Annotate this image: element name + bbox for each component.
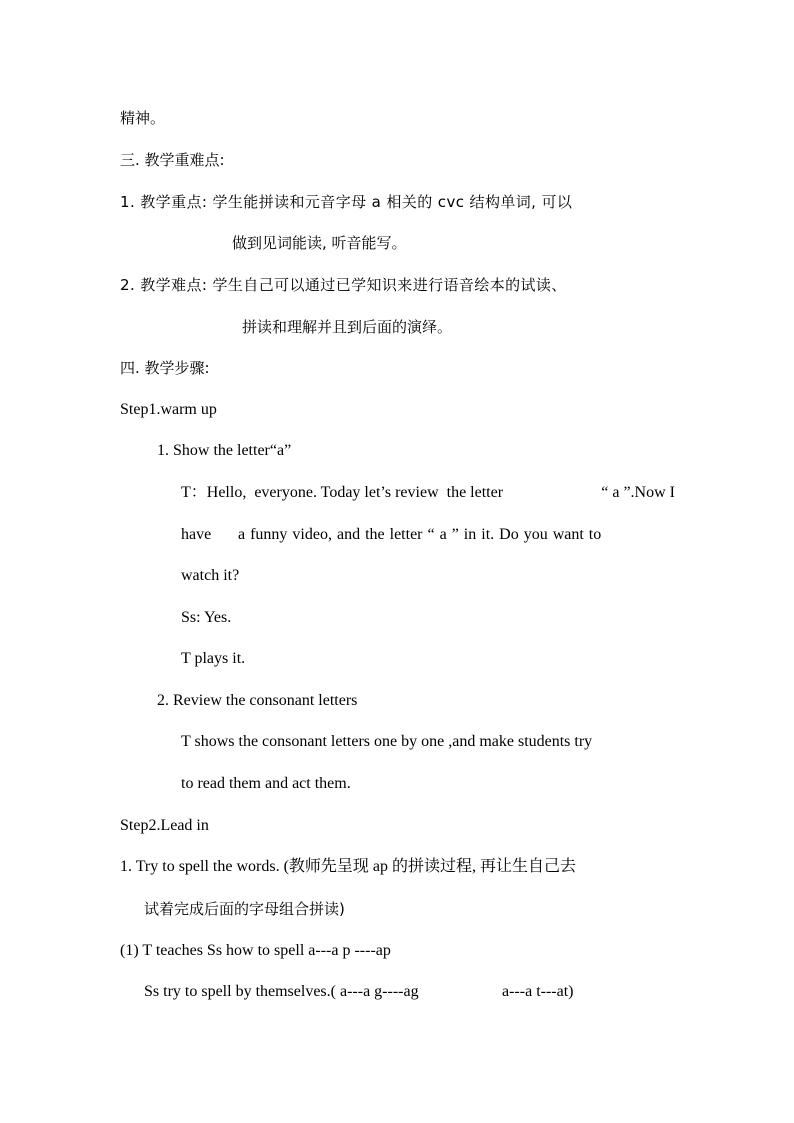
list-item-continuation: 试着完成后面的字母组合拼读) [144,900,345,918]
section-heading: 四. 教学步骤: [120,359,210,377]
step-item: 1. Show the letter“a” [157,442,292,459]
body-line: T shows the consonant letters one by one ,and make students try [181,733,593,750]
dialog-text: “ a ”.Now I [601,484,675,501]
step-item: 2. Review the consonant letters [157,692,358,709]
dialog-line: Ss: Yes. [181,609,232,626]
list-item-continuation: 拼读和理解并且到后面的演绎。 [242,318,453,336]
list-item: 2. 教学难点: 学生自己可以通过已学知识来进行语音绘本的试读、 [120,276,567,294]
sub-item-text: Ss try to spell by themselves.( a---a g----ag [144,983,419,1000]
dialog-text: T：Hello, everyone. Today let’s review the letter [181,484,504,501]
dialog-line [181,525,675,545]
list-item: 1. Try to spell the words. (教师先呈现 ap 的拼读过程, 再让生自己去 [120,858,577,875]
dialog-text: a funny video, and the letter “ a ” in it. Do you want to [238,526,602,543]
step-title: Step1.warm up [120,401,217,418]
sub-item-text: a---a t---at) [502,983,574,1000]
dialog-line: T plays it. [181,650,246,667]
section-heading: 三. 教学重难点: [120,151,225,169]
body-line: to read them and act them. [181,775,351,792]
list-item: 1. 教学重点: 学生能拼读和元音字母 a 相关的 cvc 结构单词, 可以 [120,193,573,211]
dialog-line [181,483,675,503]
sub-item-line [144,982,574,1002]
dialog-text: have [181,526,212,543]
step-title: Step2.Lead in [120,817,209,834]
text-line: 精神。 [120,109,166,127]
sub-item: (1) T teaches Ss how to spell a---a p ----ap [120,942,391,959]
dialog-line: watch it? [181,567,240,584]
list-item-continuation: 做到见词能读, 听音能写。 [232,234,407,252]
